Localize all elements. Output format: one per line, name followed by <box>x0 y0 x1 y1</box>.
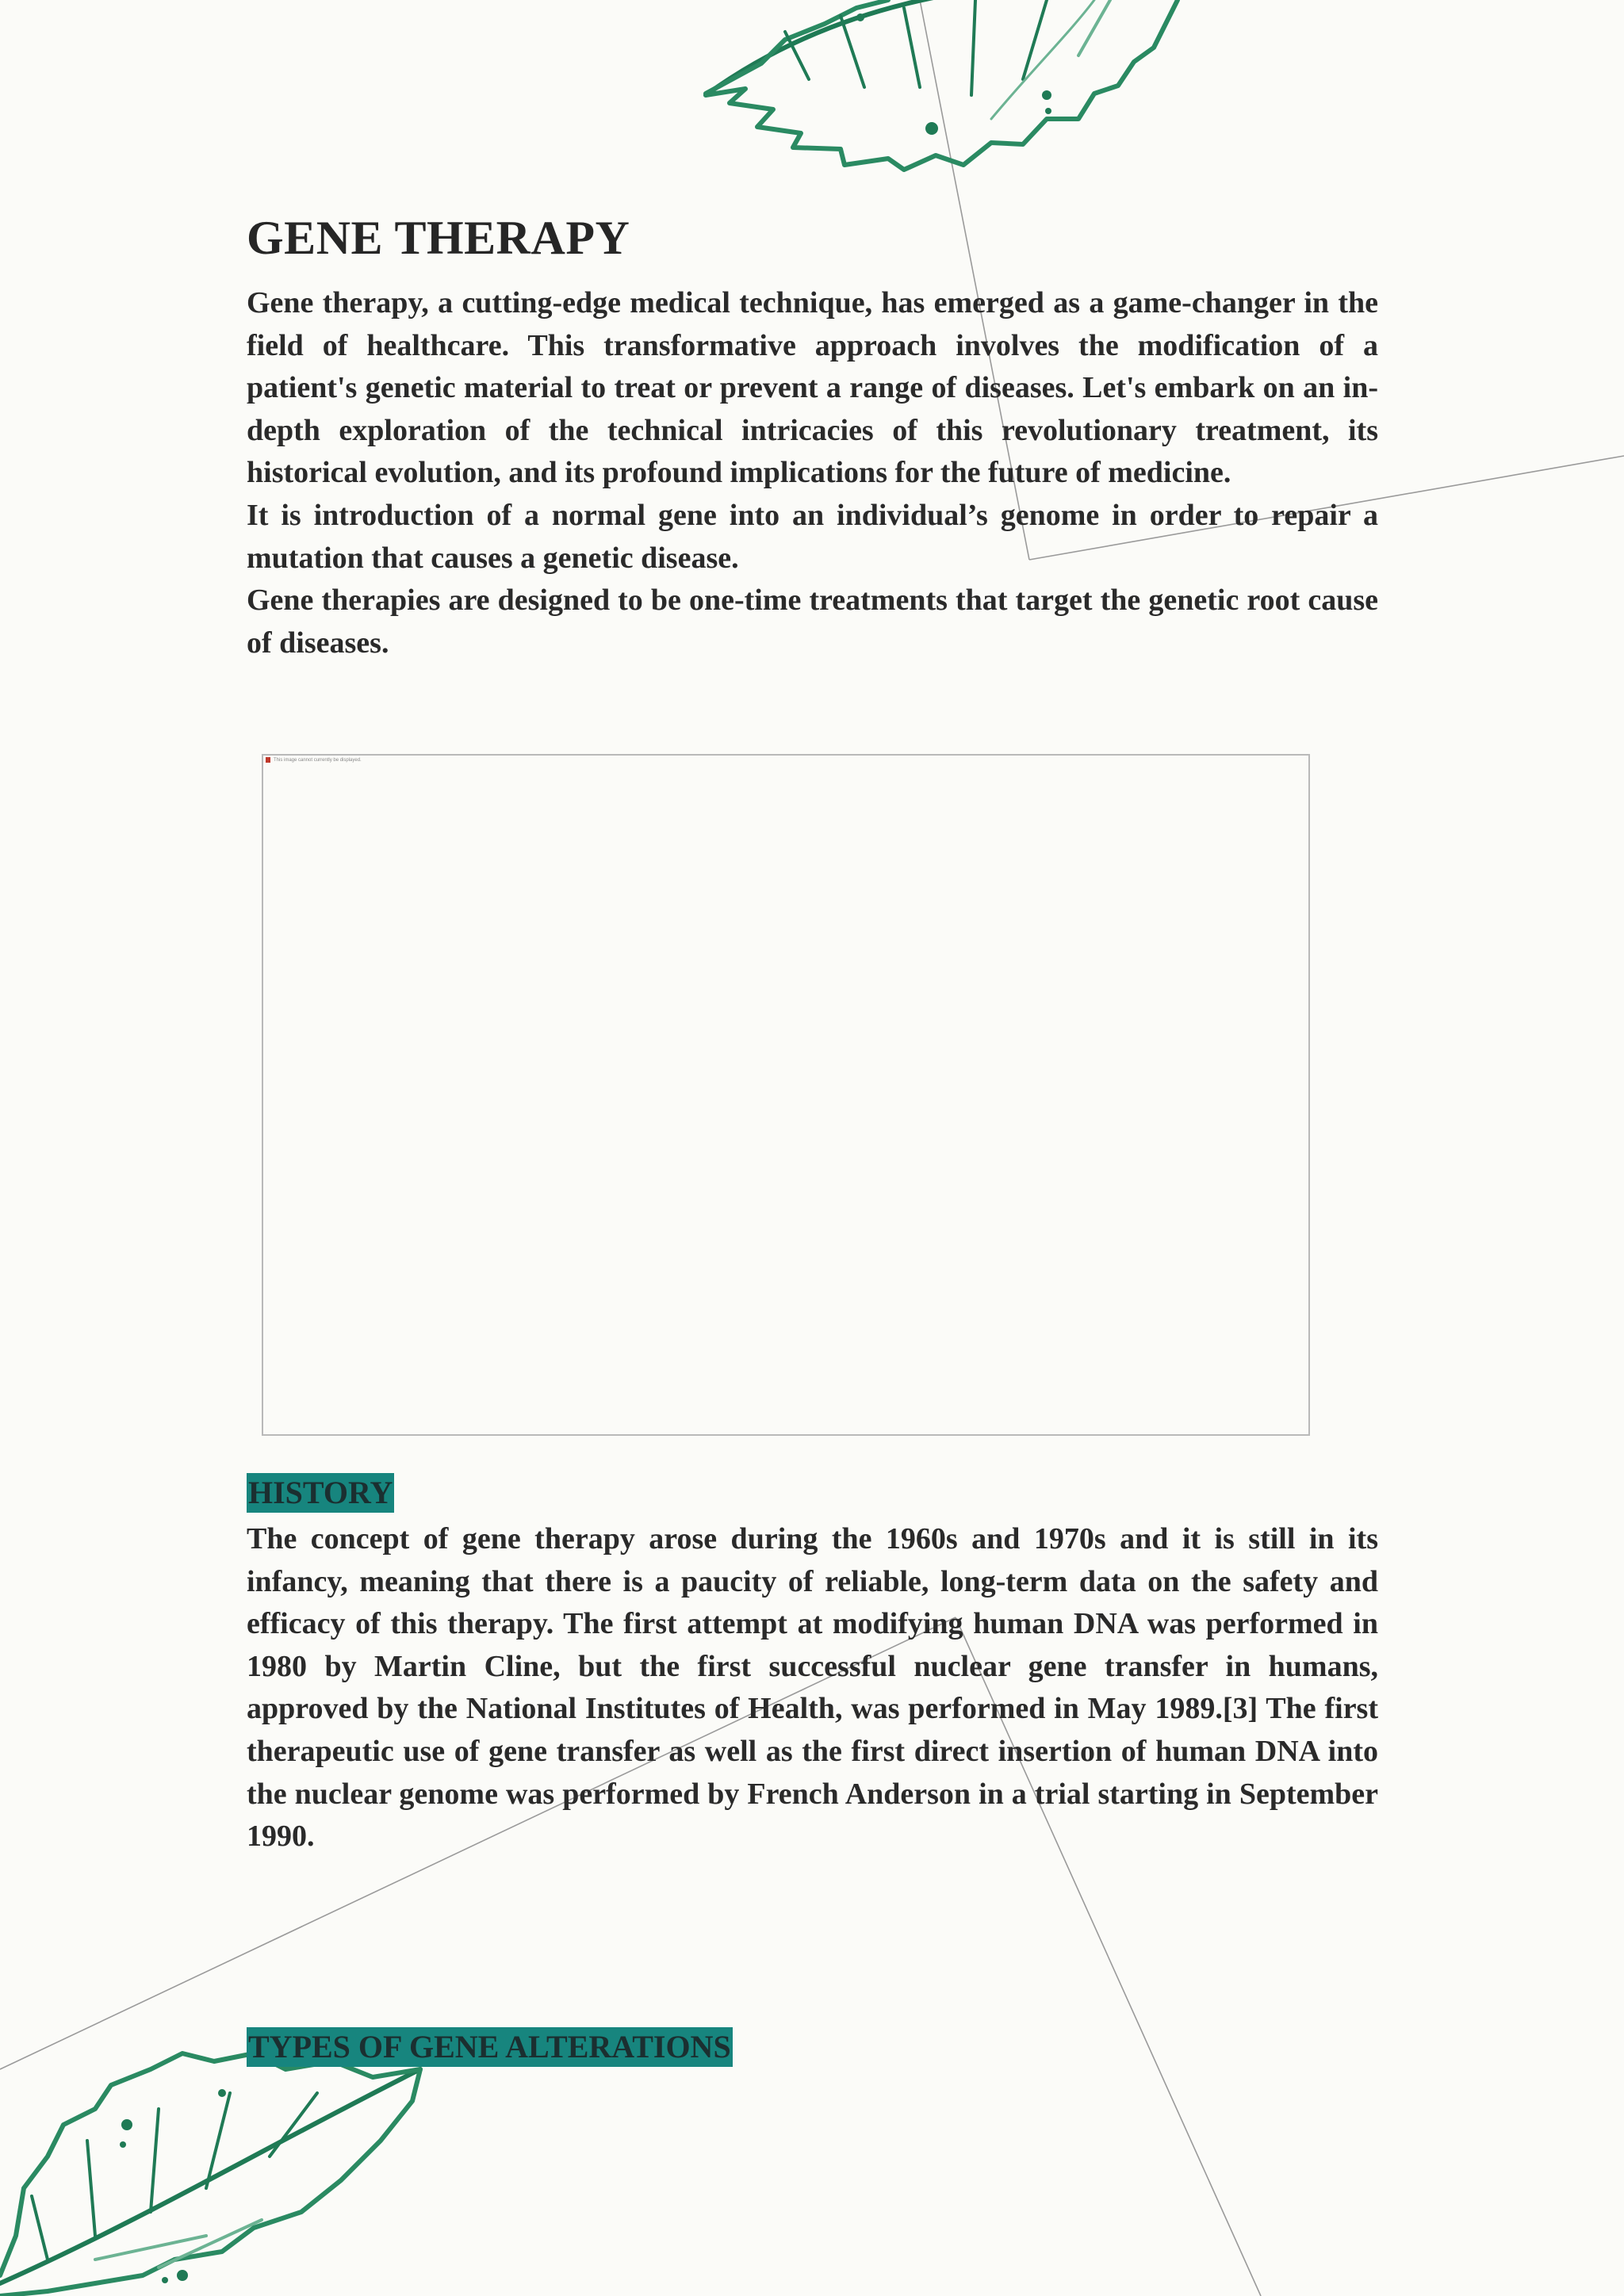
section-heading-history: HISTORY <box>247 1473 394 1513</box>
page-title: GENE THERAPY <box>247 212 630 264</box>
broken-image-icon <box>266 757 270 763</box>
leaf-bottom-icon <box>0 2053 420 2296</box>
history-section <box>247 1518 1378 1858</box>
intro-section <box>247 282 1378 664</box>
intro-paragraph: Gene therapy, a cutting-edge medical technique, has emerged as a game-changer in the field of healthcare. This transformative approach involves the modification of a patient's genetic material to treat or prevent a range of diseases. Let's embark on an in-depth exploration of the technical intricacies of this revolutionary treatment, its historical evolution, and its profound implications for the future of medicine. <box>247 286 1378 490</box>
section-heading-types: TYPES OF GENE ALTERATIONS <box>247 2027 733 2067</box>
broken-image-notice <box>266 757 362 763</box>
broken-image-text: This image cannot currently be displayed. <box>274 757 362 763</box>
history-paragraph: The concept of gene therapy arose during the 1960s and 1970s and it is still in its infancy, meaning that there is a paucity of reliable, long-term data on the safety and efficacy of this therapy. The first attempt at modifying human DNA was performed in 1980 by Martin Cline, but the first successful nuclear gene transfer in humans, approved by the National Institutes of Health, was performed in May 1989.[3] The first therapeutic use of gene transfer as well as the first direct insertion of human DNA into the nuclear genome was performed by French Anderson in a trial starting in September 1990. <box>247 1522 1378 1854</box>
leaf-top-icon <box>706 0 1178 170</box>
image-placeholder <box>262 754 1310 1436</box>
intro-paragraph: Gene therapies are designed to be one-time treatments that target the genetic root cause of diseases. <box>247 584 1378 660</box>
intro-paragraph: It is introduction of a normal gene into an individual’s genome in order to repair a mutation that causes a genetic disease. <box>247 498 1378 575</box>
